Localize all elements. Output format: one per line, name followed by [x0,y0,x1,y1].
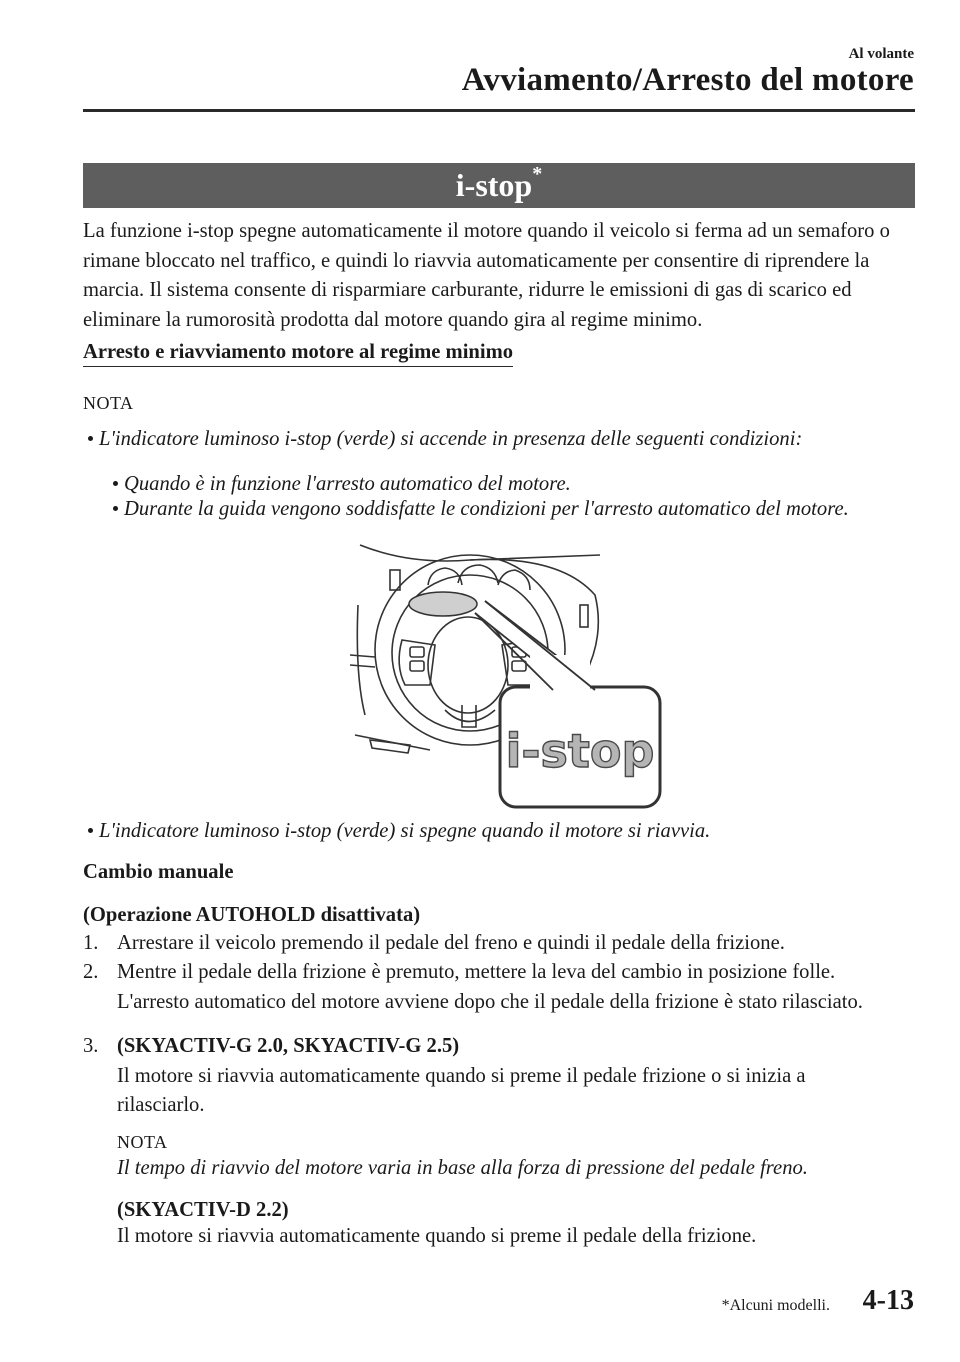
step-text: Arrestare il veicolo premendo il pedale del freno e quindi il pedale della frizione. [117,932,785,954]
nota-sub-bullet-text: Quando è in funzione l'arresto automatico del motore. [124,473,571,495]
bullet-dot-icon [88,828,93,833]
step-3 [83,1032,933,1121]
header-divider [83,109,915,112]
dashboard-illustration [350,535,670,815]
bullet-dot-icon [113,506,118,511]
variant-text: Il motore si riavvia automaticamente quando si preme il pedale della frizione. [117,1225,757,1247]
asterisk-mark: * [532,163,543,186]
steering-wheel-figure [350,535,670,815]
nota-label: NOTA [117,1132,168,1152]
step-number: 3. [83,1035,99,1057]
bullet-dot-icon [88,436,93,441]
section-title-band [83,163,915,208]
page-number: 4-13 [862,1285,914,1316]
engine-variant-label: (SKYACTIV-G 2.0, SKYACTIV-G 2.5) [117,1035,460,1057]
nota-text: Il tempo di riavvio del motore varia in base alla forza di pressione del pedale freno. [117,1157,808,1179]
nota-bullet-text: L'indicatore luminoso i-stop (verde) si spegne quando il motore si riavvia. [99,820,711,842]
step-number: 2. [83,961,99,983]
nota-sub-bullet [113,495,849,524]
i-stop-callout-label: i-stop [505,724,655,778]
subheading: Arresto e riavviamento motore al regime minimo [83,338,513,367]
intro-paragraph: La funzione i-stop spegne automaticamente il motore quando il veicolo si ferma ad un semaforo o rimane bloccato nel traffico, e quindi lo riavvia automaticamente per consentire di riprendere la marcia. Il sistema consente di risparmiare carburante, ridurre le emissioni di gas di scarico ed eliminare la rumorosità prodotta dal motore quando gira al regime minimo. [83,220,890,331]
bullet-dot-icon [113,481,118,486]
manual-heading: Cambio manuale [83,861,234,883]
footnote: *Alcuni modelli. [721,1297,830,1314]
manual-subheading: (Operazione AUTOHOLD disattivata) [83,904,421,926]
step-2 [83,958,933,1017]
nota-bullet [88,817,710,846]
nota-bullet-text: L'indicatore luminoso i-stop (verde) si accende in presenza delle seguenti condizioni: [99,428,803,450]
step-number: 1. [83,932,99,954]
step-1 [83,929,933,959]
step-text-continued: L'arresto automatico del motore avviene dopo che il pedale della frizione è stato rilasciato. [117,990,863,1013]
nota-bullet [88,425,802,454]
step-text: Il motore si riavvia automaticamente quando si preme il pedale frizione o si inizia a rilasciarlo. [117,1064,806,1116]
page-title: Avviamento/Arresto del motore [461,62,914,98]
section-title: i-stop [455,167,533,203]
step-text: Mentre il pedale della frizione è premuto, mettere la leva del cambio in posizione folle. [117,961,836,983]
nota-sub-bullet-text: Durante la guida vengono soddisfatte le condizioni per l'arresto automatico del motore. [124,498,849,520]
chapter-label: Al volante [848,46,914,62]
nota-label: NOTA [83,393,134,413]
engine-variant-label: (SKYACTIV-D 2.2) [117,1199,289,1221]
